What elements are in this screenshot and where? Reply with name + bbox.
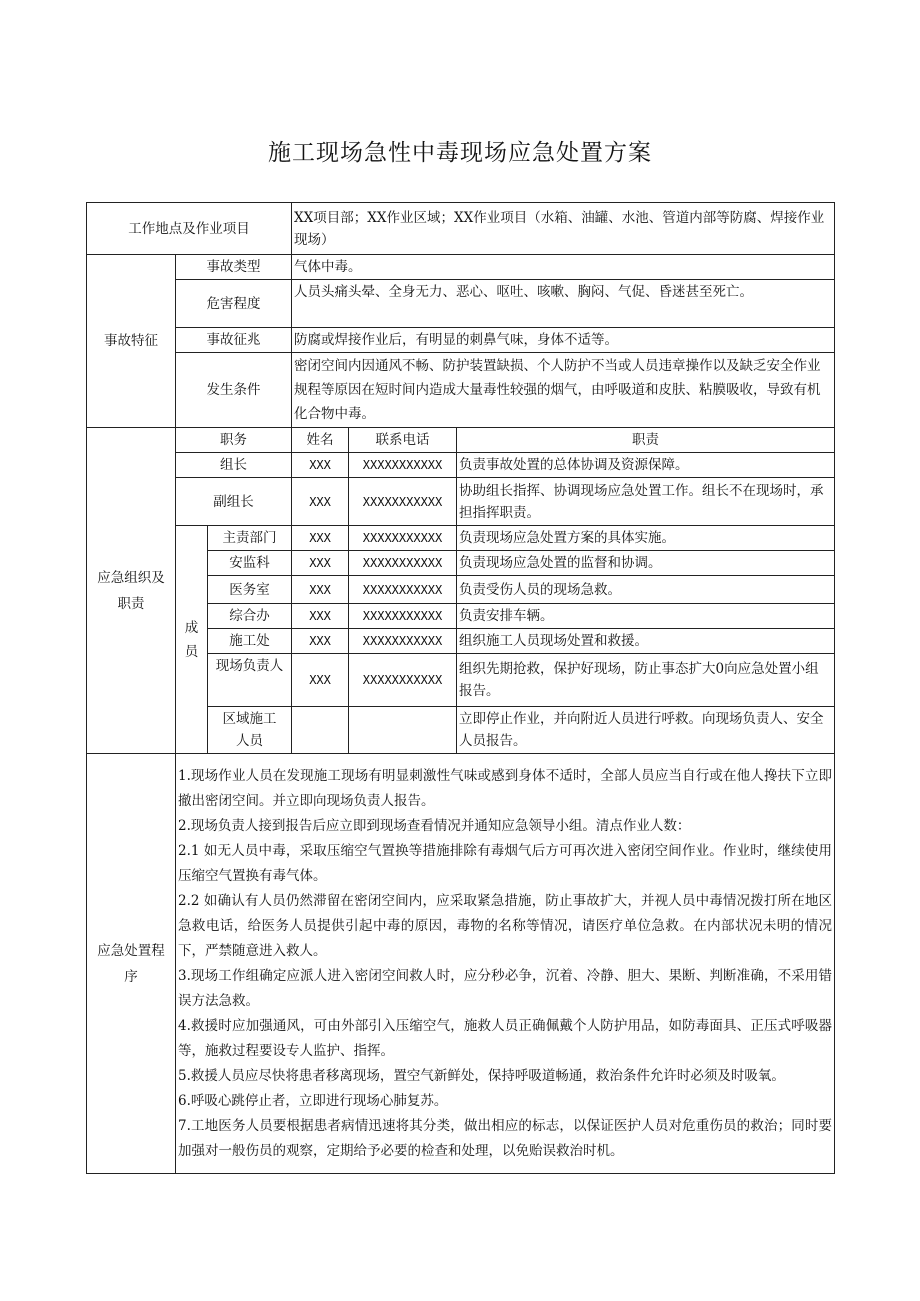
table-row (87, 526, 835, 551)
accident-item-label: 发生条件 (176, 353, 292, 428)
table-row (87, 478, 835, 526)
procedure-step: 5.救援人员应尽快将患者移离现场，置空气新鲜处，保持呼吸道畅通，救治条件允许时必须及时吸氧。 (178, 1068, 785, 1084)
accident-row (87, 353, 835, 428)
procedure-step: 3.现场工作组确定应派人进入密闭空间救人时，应分秒必争，沉着、冷静、胆大、果断、判断准确，不采用错误方法急救。 (178, 968, 833, 1009)
site-value: XX项目部；XX作业区域；XX作业项目（水箱、油罐、水池、管道内部等防腐、焊接作业现场） (292, 203, 835, 255)
name-cell: XXX (292, 576, 349, 604)
procedure-step: 6.呼吸心跳停止者，立即进行现场心肺复苏。 (178, 1093, 448, 1109)
duty-cell: 负责现场应急处置的监督和协调。 (457, 551, 835, 576)
position-cell: 安监科 (208, 551, 292, 576)
accident-row (87, 255, 835, 280)
emergency-plan-table (86, 202, 835, 1174)
procedure-step: 7.工地医务人员要根据患者病情迅速将其分类，做出相应的标志，以保证医护人员对危重伤员的救治；同时要加强对一般伤员的观察，定期给予必要的检查和处理，以免贻误救治时机。 (178, 1118, 833, 1159)
accident-item-value: 防腐或焊接作业后，有明显的刺鼻气味，身体不适等。 (292, 328, 835, 353)
accident-item-label: 事故征兆 (176, 328, 292, 353)
site-row (87, 203, 835, 255)
procedure-content (176, 754, 835, 1174)
accident-row (87, 328, 835, 353)
accident-item-label: 危害程度 (176, 280, 292, 328)
name-cell: XXX (292, 551, 349, 576)
name-cell: XXX (292, 604, 349, 629)
phone-cell: XXXXXXXXXXX (349, 604, 457, 629)
position-cell: 医务室 (208, 576, 292, 604)
phone-cell: XXXXXXXXXXX (349, 453, 457, 478)
phone-cell: XXXXXXXXXXX (349, 576, 457, 604)
header-name: 姓名 (292, 428, 349, 453)
position-cell: 组长 (176, 453, 292, 478)
phone-cell: XXXXXXXXXXX (349, 551, 457, 576)
phone-cell: XXXXXXXXXXX (349, 654, 457, 707)
phone-cell: XXXXXXXXXXX (349, 478, 457, 526)
members-label (176, 526, 208, 754)
duty-cell: 组织先期抢救，保护好现场，防止事态扩大0向应急处置小组报告。 (457, 654, 835, 707)
name-cell: XXX (292, 629, 349, 654)
org-header-row (87, 428, 835, 453)
header-phone: 联系电话 (349, 428, 457, 453)
accident-label: 事故特征 (87, 255, 176, 428)
name-cell (292, 707, 349, 754)
accident-item-value: 人员头痛头晕、全身无力、恶心、呕吐、咳嗽、胸闷、气促、昏迷甚至死亡。 (292, 280, 835, 328)
duty-cell: 负责事故处置的总体协调及资源保障。 (457, 453, 835, 478)
accident-item-label: 事故类型 (176, 255, 292, 280)
phone-cell: XXXXXXXXXXX (349, 526, 457, 551)
duty-cell: 负责受伤人员的现场急救。 (457, 576, 835, 604)
name-cell: XXX (292, 478, 349, 526)
duty-cell: 负责安排车辆。 (457, 604, 835, 629)
header-position: 职务 (176, 428, 292, 453)
procedure-row (87, 754, 835, 1174)
table-row (87, 453, 835, 478)
procedure-step: 2.2 如确认有人员仍然滞留在密闭空间内，应采取紧急措施，防止事故扩大，并视人员中毒情况拨打所在地区急救电话，给医务人员提供引起中毒的原因，毒物的名称等情况，请医疗单位急救。在内部状况未明的情况下，严禁随意进入救人。 (178, 893, 833, 959)
phone-cell (349, 707, 457, 754)
duty-cell: 协助组长指挥、协调现场应急处置工作。组长不在现场时，承担指挥职责。 (457, 478, 835, 526)
accident-item-value: 密闭空间内因通风不畅、防护装置缺损、个人防护不当或人员违章操作以及缺乏安全作业规程等原因在短时间内造成大量毒性较强的烟气，由呼吸道和皮肤、粘膜吸收，导致有机化合物中毒。 (292, 353, 835, 428)
procedure-step: 2.1 如无人员中毒，采取压缩空气置换等措施排除有毒烟气后方可再次进入密闭空间作业。作业时，继续使用压缩空气置换有毒气体。 (178, 843, 833, 884)
phone-cell: XXXXXXXXXXX (349, 629, 457, 654)
position-cell: 施工处 (208, 629, 292, 654)
duty-cell: 立即停止作业，并向附近人员进行呼救。向现场负责人、安全人员报告。 (457, 707, 835, 754)
org-label: 应急组织及职责 (87, 428, 176, 754)
page-title: 施工现场急性中毒现场应急处置方案 (268, 140, 652, 166)
position-cell: 现场负责人 (208, 654, 292, 707)
duty-cell: 负责现场应急处置方案的具体实施。 (457, 526, 835, 551)
name-cell: XXX (292, 654, 349, 707)
position-cell: 主责部门 (208, 526, 292, 551)
position-cell: 副组长 (176, 478, 292, 526)
procedure-step: 2.现场负责人接到报告后应立即到现场查看情况并通知应急领导小组。清点作业人数： (178, 818, 691, 834)
accident-item-value: 气体中毒。 (292, 255, 835, 280)
site-label: 工作地点及作业项目 (87, 203, 292, 255)
duty-cell: 组织施工人员现场处置和救援。 (457, 629, 835, 654)
members-label-text: 成员 (184, 619, 199, 660)
procedure-step: 4.救援时应加强通风，可由外部引入压缩空气，施救人员正确佩戴个人防护用品，如防毒面具、正压式呼吸器等，施救过程要设专人监护、指挥。 (178, 1018, 833, 1059)
header-duty: 职责 (457, 428, 835, 453)
name-cell: XXX (292, 526, 349, 551)
name-cell: XXX (292, 453, 349, 478)
procedure-label: 应急处置程序 (87, 754, 176, 1174)
position-cell: 区域施工人员 (208, 707, 292, 754)
position-cell: 综合办 (208, 604, 292, 629)
accident-row (87, 280, 835, 328)
procedure-step: 1.现场作业人员在发现施工现场有明显刺激性气味或感到身体不适时，全部人员应当自行或在他人搀扶下立即撤出密闭空间。并立即向现场负责人报告。 (178, 768, 833, 809)
